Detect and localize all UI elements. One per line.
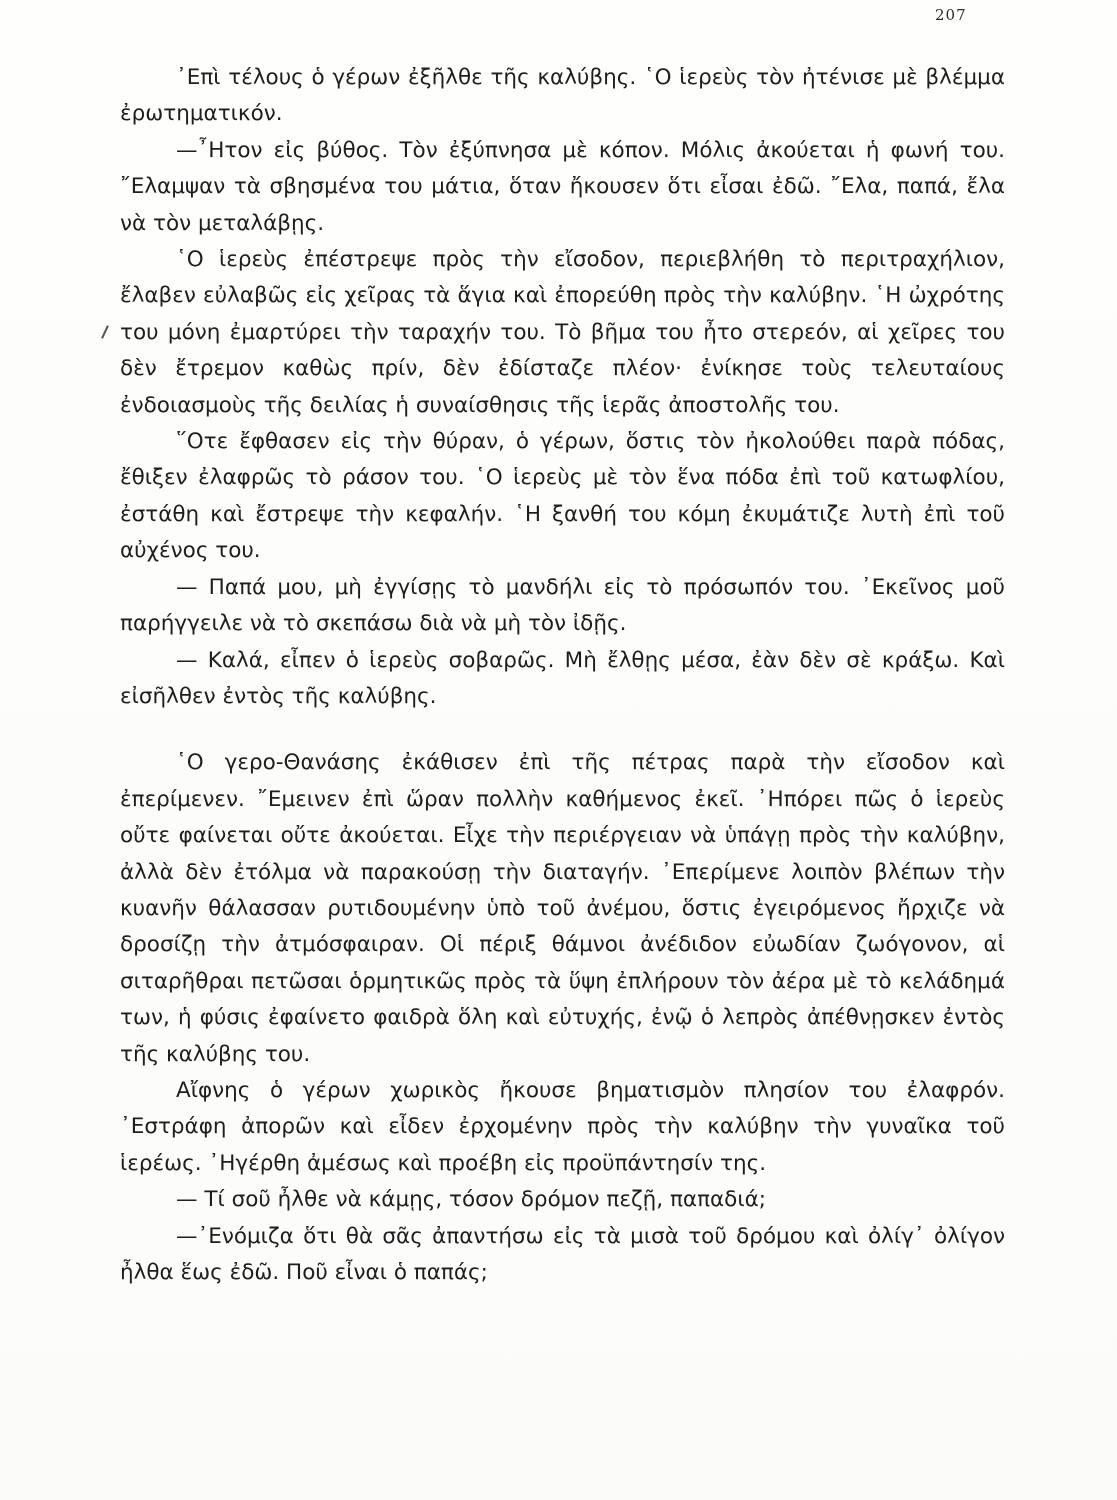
paragraph-9: — Τί σοῦ ἦλθε νὰ κάμῃς, τόσον δρόμον πεζῇ, παπαδιά; bbox=[176, 1187, 767, 1213]
paragraph-3: ῾Ο ἱερεὺς ἐπέστρεψε πρὸς τὴν εἴσοδον, περιεβλήθη τὸ περιτραχήλιον, ἔλαβεν εὐλαβῶς εἰς χεῖρας τὰ ἅγια καὶ ἐπορεύθη πρὸς τὴν καλύβην. ῾Η ὠχρότης του μόνη ἐμαρτύρει τὴν ταραχήν του. Τὸ βῆμα του ἦτο στερεόν, αἱ χεῖρες του δὲν ἔτρεμον καθὼς πρίν, δὲν ἐδίσταζε πλέον· ἐνίκησε τοὺς τελευταίους ἐνδοιασμοὺς τῆς δειλίας ἡ συναίσθησις τῆς ἱερᾶς ἀποστολῆς του. bbox=[120, 247, 1005, 418]
paragraph-7: ῾Ο γερο-Θανάσης ἐκάθισεν ἐπὶ τῆς πέτρας παρὰ τὴν εἴσοδον καὶ ἐπερίμενεν. ῎Εμεινεν ἐπὶ ὥραν πολλὴν καθήμενος ἐκεῖ. ᾿Ηπόρει πῶς ὁ ἱερεὺς οὔτε φαίνεται οὔτε ἀκούεται. Εἶχε τὴν περιέργειαν νὰ ὑπάγῃ πρὸς τὴν καλύβην, ἀλλὰ δὲν ἐτόλμα νὰ παρακούσῃ τὴν διαταγήν. ᾿Επερίμενε λοιπὸν βλέπων τὴν κυανῆν θάλασσαν ρυτιδουμένην ὑπὸ τοῦ ἀνέμου, ὅστις ἐγειρόμενος ἤρχιζε νὰ δροσίζῃ τὴν ἀτμόσφαιραν. Οἱ πέριξ θάμνοι ἀνέδιδον εὐωδίαν ζωόγονον, αἱ σιταρῆθραι πετῶσαι ὁρμητικῶς πρὸς τὰ ὕψη ἐπλήρουν τὸν ἀέρα μὲ τὸ κελάδημά των, ἡ φύσις ἐφαίνετο φαιδρὰ ὅλη καὶ εὐτυχής, ἐνῷ ὁ λεπρὸς ἀπέθνῃσκεν ἐντὸς τῆς καλύβης του. bbox=[120, 750, 1005, 1067]
paragraph-10: —᾿Ενόμιζα ὅτι θὰ σᾶς ἀπαντήσω εἰς τὰ μισὰ τοῦ δρόμου καὶ ὀλίγ᾿ ὀλίγον ἦλθα ἕως ἐδῶ. Ποῦ εἶναι ὁ παπάς; bbox=[120, 1223, 1005, 1285]
margin-pencil-mark bbox=[101, 325, 109, 339]
paragraph-6: — Καλά, εἶπεν ὁ ἱερεὺς σοβαρῶς. Μὴ ἔλθῃς μέσα, ἐὰν δὲν σὲ κράξω. Καὶ εἰσῆλθεν ἐντὸς τῆς καλύβης. bbox=[120, 647, 1005, 709]
body-text bbox=[120, 60, 1005, 1291]
paragraph-1: ᾿Επὶ τέλους ὁ γέρων ἐξῆλθε τῆς καλύβης. ῾Ο ἱερεὺς τὸν ἠτένισε μὲ βλέμμα ἐρωτηματικόν. bbox=[120, 65, 1005, 127]
paragraph-5: — Παπά μου, μὴ ἐγγίσῃς τὸ μανδήλι εἰς τὸ πρόσωπόν του. ᾿Εκεῖνος μοῦ παρήγγειλε νὰ τὸ σκεπάσω διὰ νὰ μὴ τὸν ἰδῇς. bbox=[120, 574, 1005, 637]
paragraph-8: Αἴφνης ὁ γέρων χωρικὸς ἤκουσε βηματισμὸν πλησίον του ἐλαφρόν. ᾿Εστράφη ἀπορῶν καὶ εἶδεν ἐρχομένην πρὸς τὴν καλύβην τὴν γυναῖκα τοῦ ἱερέως. ᾿Ηγέρθη ἀμέσως καὶ προέβη εἰς προϋπάντησίν της. bbox=[120, 1077, 1005, 1176]
page-number: 207 bbox=[935, 6, 967, 24]
paragraph-4: ῞Οτε ἔφθασεν εἰς τὴν θύραν, ὁ γέρων, ὅστις τὸν ἠκολούθει παρὰ πόδας, ἔθιξεν ἐλαφρῶς τὸ ράσον του. ῾Ο ἱερεὺς μὲ τὸν ἕνα πόδα ἐπὶ τοῦ κατωφλίου, ἐστάθη καὶ ἔστρεψε τὴν κεφαλήν. ῾Η ξανθή του κόμη ἐκυμάτιζε λυτὴ ἐπὶ τοῦ αὐχένος του. bbox=[120, 429, 1005, 564]
paragraph-2: —῏Ητον εἰς βύθος. Τὸν ἐξύπνησα μὲ κόπον. Μόλις ἀκούεται ἡ φωνή του. ῎Ελαμψαν τὰ σβησμένα του μάτια, ὅταν ἤκουσεν ὅτι εἶσαι ἐδῶ. ῎Ελα, παπά, ἔλα νὰ τὸν μεταλάβῃς. bbox=[120, 137, 1005, 236]
